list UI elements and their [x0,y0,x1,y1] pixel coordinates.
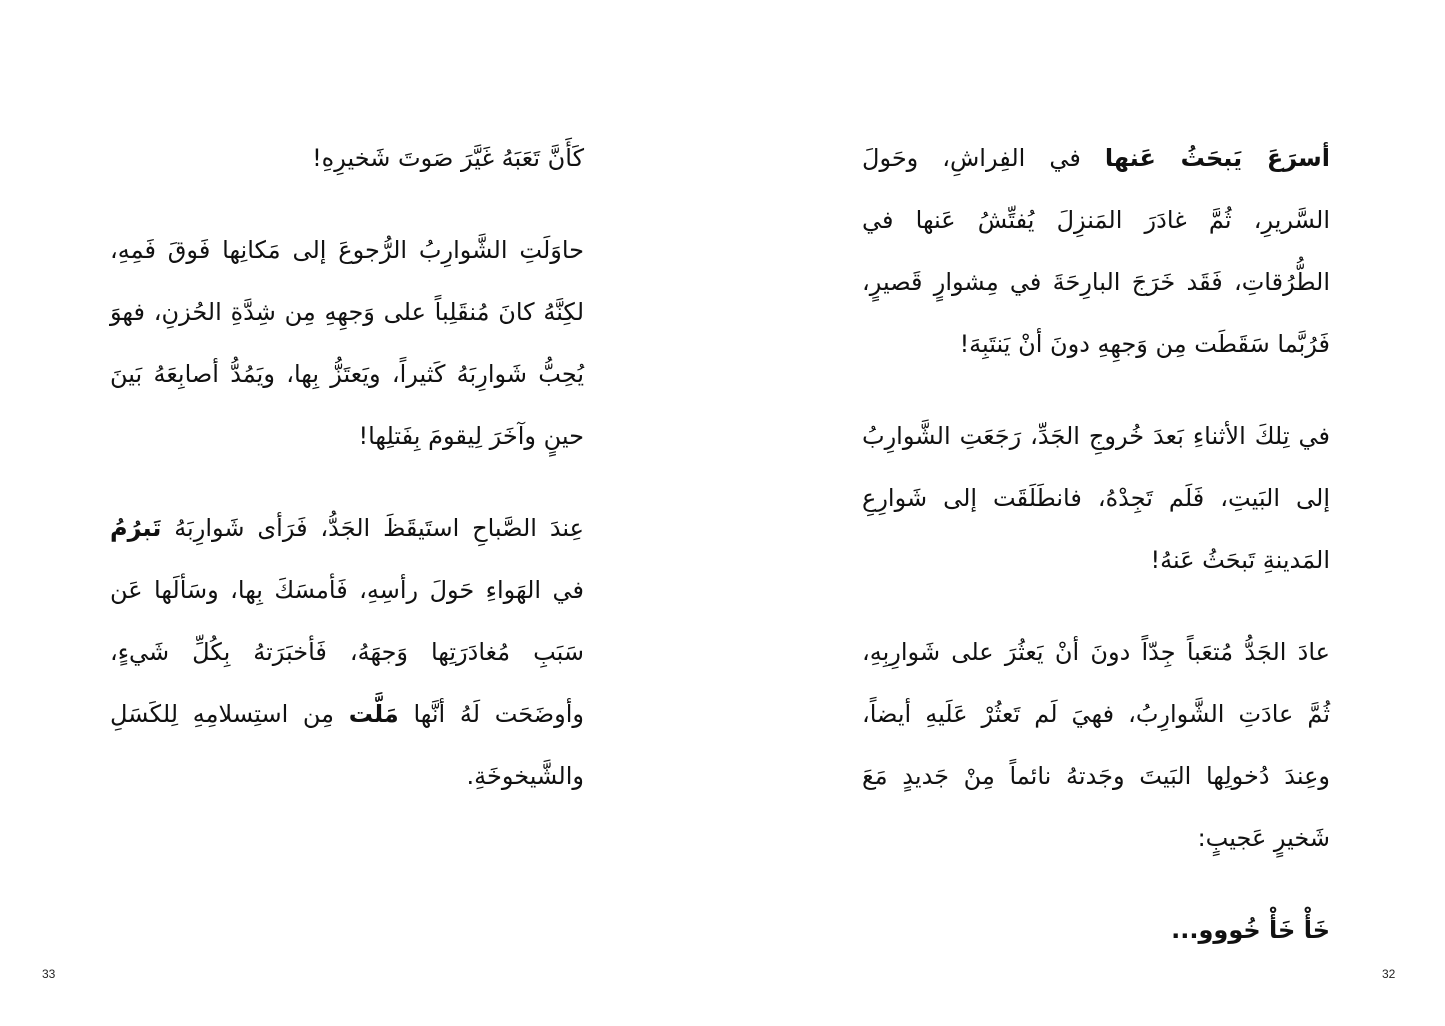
paragraph: كَأَنَّ تَعَبَهُ غَيَّرَ صَوتَ شَخيرِهِ! [312,144,584,172]
paragraph: حاوَلَتِ الشَّوارِبُ الرُّجوعَ إلى مَكانِها فَوقَ فَمِهِ، لكِنَّهُ كانَ مُنقَلِباً على وَجهِهِ مِن شِدَّةِ الحُزنِ، فهوَ يُحِبُّ شَوارِبَهُ كَثيراً، ويَعتَزُّ بِها، ويَمُدُّ أصابِعَهُ بَينَ حينٍ وآخَرَ لِيقومَ بِفَتلِها! [110,236,584,450]
paragraph-text: مِن استِسلامِهِ لِلكَسَلِ والشَّيخوخَةِ. [110,700,584,790]
bold-word: مَلَّت [348,700,399,728]
snoring-sound: خَأْ خَأْ خُووو... [1171,916,1330,944]
paragraph [862,127,1330,375]
paragraph [110,497,584,807]
right-page-text [862,127,1330,961]
paragraph: في تِلكَ الأثناءِ بَعدَ خُروجِ الجَدِّ، رَجَعَتِ الشَّوارِبُ إلى البَيتِ، فَلَم تَجِدْهُ، فانطَلَقَت إلى شَوارِعِ المَدينةِ تَبحَثُ عَنهُ! [862,422,1330,574]
page-number: 32 [1382,967,1396,981]
paragraph-text: عِندَ الصَّباحِ استَيقَظَ الجَدُّ، فَرَأى شَوارِبَهُ [161,514,584,542]
left-page [0,0,722,1026]
paragraph-text: في الهَواءِ حَولَ رأسِهِ، فَأمسَكَ بِها، وسَألَها عَن سَبَبِ مُغادَرَتِها وَجهَهُ، فَأخبَرَتهُ بِكُلِّ شَيءٍ، وأوضَحَت لَهُ أنَّها [110,576,584,728]
bold-phrase: أسرَعَ يَبحَثُ عَنها [1104,144,1330,172]
paragraph-text: في الفِراشِ، وحَولَ السَّريرِ، ثُمَّ غادَرَ المَنزِلَ يُفتِّشُ عَنها في الطُّرُقاتِ، فَقَد خَرَجَ البارِحَةَ في مِشوارٍ قَصيرٍ، فَرُبَّما سَقَطَت مِن وَجهِهِ دونَ أنْ يَنتَبِهَ! [862,144,1330,358]
left-page-text [110,127,584,807]
paragraph: عادَ الجَدُّ مُتعَباً جِدّاً دونَ أنْ يَعثُرَ على شَوارِبِهِ، ثُمَّ عادَتِ الشَّوارِبُ، فهيَ لَم تَعثُرْ عَلَيهِ أيضاً، وعِندَ دُخولِها البَيتَ وجَدتهُ نائماً مِنْ جَديدٍ مَعَ شَخيرٍ عَجيبٍ: [862,638,1330,852]
page-number: 33 [42,967,56,981]
bold-word: تَبرُمُ [110,514,162,542]
right-page [722,0,1445,1026]
